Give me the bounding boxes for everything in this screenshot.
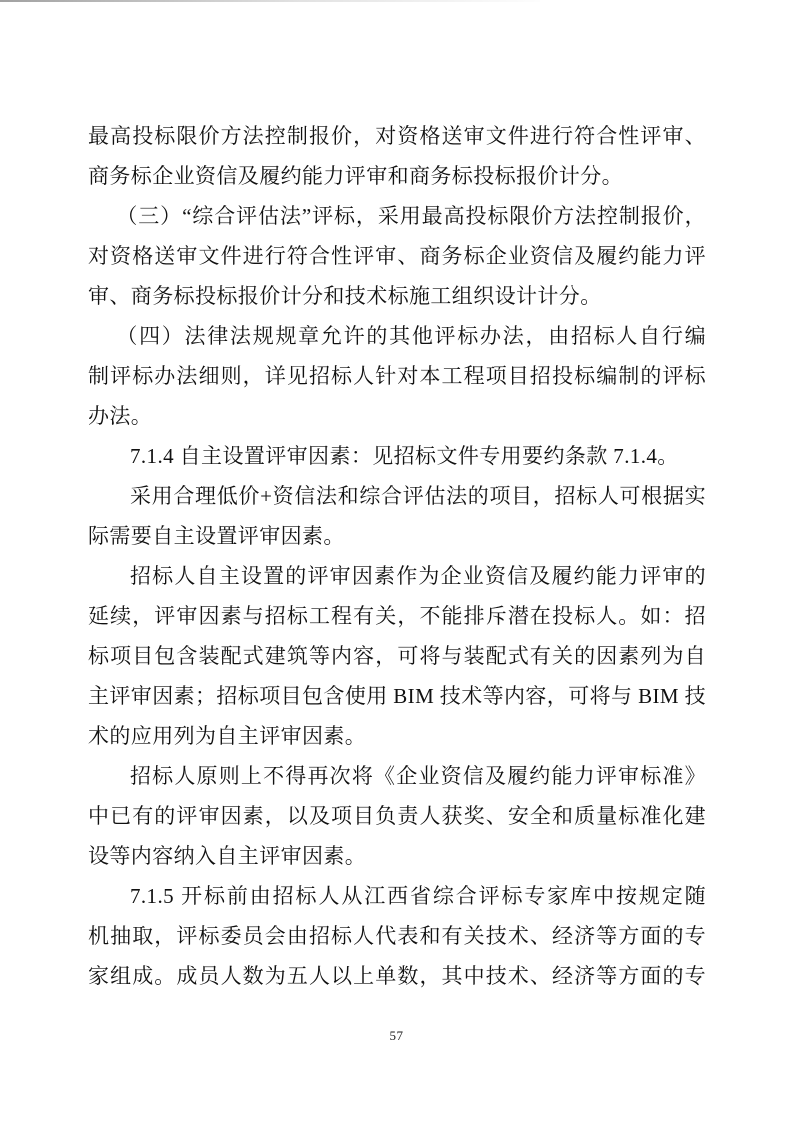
document-body bbox=[88, 116, 706, 996]
text-line: 际需要自主设置评审因素。 bbox=[88, 524, 345, 548]
text-line: 招标人原则上不得再次将《企业资信及履约能力评审标准》 bbox=[130, 764, 706, 788]
text-line: 采用合理低价+资信法和综合评估法的项目，招标人可根据实 bbox=[130, 484, 706, 508]
text-line: 术的应用列为自主评审因素。 bbox=[88, 724, 367, 748]
text-line: 审、商务标投标报价计分和技术标施工组织设计计分。 bbox=[88, 284, 602, 308]
text-line: 商务标企业资信及履约能力评审和商务标投标报价计分。 bbox=[88, 164, 623, 188]
text-line: 中已有的评审因素，以及项目负责人获奖、安全和质量标准化建 bbox=[88, 804, 706, 828]
page-number: 57 bbox=[389, 1028, 404, 1043]
text-line: 家组成。成员人数为五人以上单数，其中技术、经济等方面的专 bbox=[88, 964, 706, 988]
text-line: 7.1.4 自主设置评审因素：见招标文件专用要约条款 7.1.4。 bbox=[130, 444, 679, 468]
text-line: 主评审因素；招标项目包含使用 BIM 技术等内容，可将与 BIM 技 bbox=[88, 684, 706, 708]
text-line: 办法。 bbox=[88, 404, 153, 428]
text-line: 标项目包含装配式建筑等内容，可将与装配式有关的因素列为自 bbox=[88, 644, 706, 668]
scan-artifact-line bbox=[0, 0, 540, 2]
text-line: （三）“综合评估法”评标，采用最高投标限价方法控制报价， bbox=[116, 204, 706, 228]
text-line: 制评标办法细则，详见招标人针对本工程项目招投标编制的评标 bbox=[88, 364, 706, 388]
text-line: 延续，评审因素与招标工程有关，不能排斥潜在投标人。如：招 bbox=[88, 604, 706, 628]
text-line: 招标人自主设置的评审因素作为企业资信及履约能力评审的 bbox=[130, 564, 706, 588]
text-line: 对资格送审文件进行符合性评审、商务标企业资信及履约能力评 bbox=[88, 244, 706, 268]
text-line: 设等内容纳入自主评审因素。 bbox=[88, 844, 367, 868]
text-line: 最高投标限价方法控制报价，对资格送审文件进行符合性评审、 bbox=[88, 124, 706, 148]
text-line: 机抽取，评标委员会由招标人代表和有关技术、经济等方面的专 bbox=[88, 924, 706, 948]
text-line: 7.1.5 开标前由招标人从江西省综合评标专家库中按规定随 bbox=[130, 884, 706, 908]
text-line: （四）法律法规规章允许的其他评标办法，由招标人自行编 bbox=[116, 324, 706, 348]
